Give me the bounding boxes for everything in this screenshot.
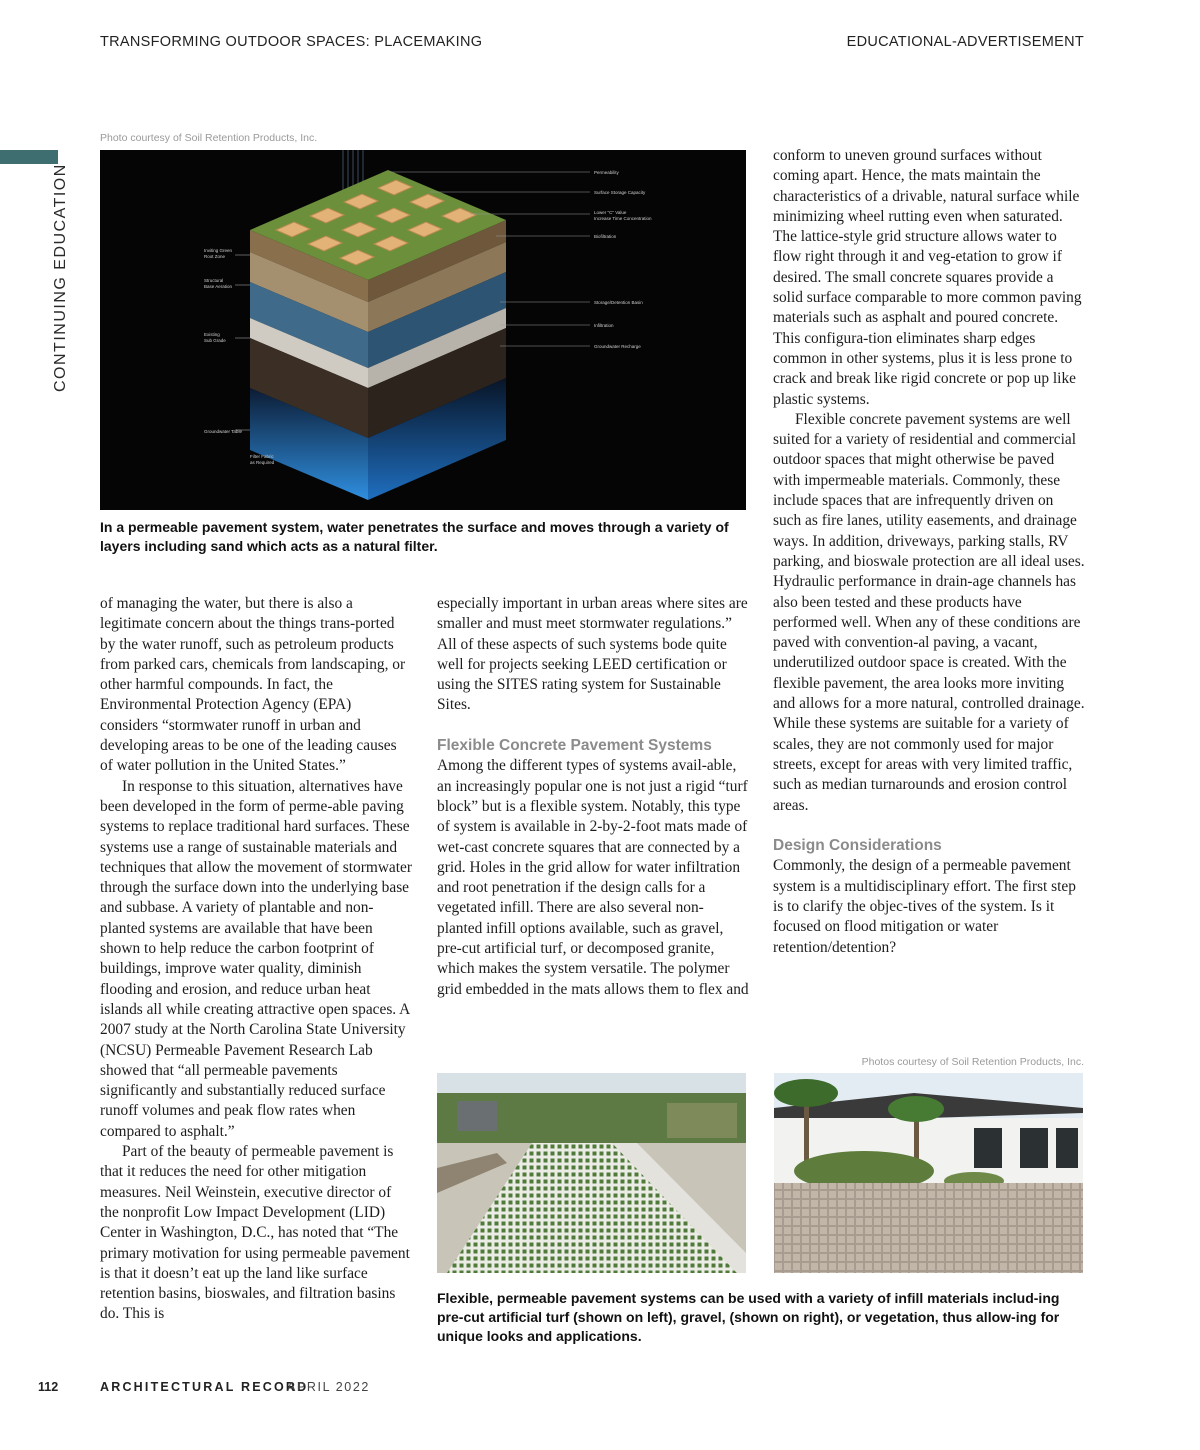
label-existing: Existing	[204, 332, 220, 337]
col2-paragraph-1: especially important in urban areas where sites are smaller and must meet stormwater regulations.” All of these aspects of such systems bode quite well for projects seeking LEED certification or using the SITES rating system for Sustainable Sites.	[437, 595, 748, 714]
gravel-infill-photo	[774, 1073, 1083, 1273]
label-surface-storage: Surface Storage Capacity	[594, 190, 646, 195]
turf-infill-photo	[437, 1073, 746, 1273]
figure1-caption: In a permeable pavement system, water penetrates the surface and moves through a variety of layers including sand which acts as a natural filter.	[100, 519, 729, 554]
issue-date: APRIL 2022	[287, 1380, 370, 1394]
col2-paragraph-2: Among the different types of systems avail-able, an increasingly popular one is not just a rigid “turf block” but is a flexible system. Notably, this type of system is available in 2-by-2-foot mats made of wet-cast concrete squares that are connected by a grid. Holes in the grid allow for water infiltration and root penetration if the design calls for a vegetated infill. There are also several non-planted infill options available, such as gravel, pre-cut artificial turf, or decomposed granite, which makes the system versatile. The polymer grid embedded in the mats allows them to flex and	[437, 757, 749, 998]
column-2	[437, 594, 749, 1000]
label-root-zone: Root Zone	[204, 254, 226, 259]
label-base-aeration: Base Aeration	[204, 284, 233, 289]
label-permeability: Permeability	[594, 170, 619, 175]
sidebar-accent-bar	[0, 150, 58, 164]
label-storage-detention: Storage/Detention Basin	[594, 300, 643, 305]
label-filter-fabric: Filter Fabric	[250, 454, 274, 459]
sidebar-section-label: CONTINUING EDUCATION	[52, 163, 69, 392]
label-infiltration: Infiltration	[594, 323, 614, 328]
col1-paragraph-3: Part of the beauty of permeable pavement is that it reduces the need for other mitigation measures. Neil Weinstein, executive director of the nonprofit Low Impact Development (LID) Center in Washington, D.C., has noted that “The primary motivation for using permeable pavement is that it doesn’t eat up the land like surface retention basins, bioswales, and filtration basins do. This is	[100, 1143, 410, 1323]
col2-spacer	[437, 716, 749, 736]
col2-subheading: Flexible Concrete Pavement Systems	[437, 737, 712, 755]
col3-paragraph-3: Commonly, the design of a permeable pavement system is a multidisciplinary effort. The first step is to clarify the objec-tives of the system. Is it focused on flood mitigation or water retention/detention?	[773, 857, 1076, 956]
label-lower-c-value: Lower "C" Value	[594, 210, 627, 215]
col3-subheading: Design Considerations	[773, 837, 942, 855]
figure1-credit: Photo courtesy of Soil Retention Products, Inc.	[100, 132, 318, 144]
figure2-caption: Flexible, permeable pavement systems can be used with a variety of infill materials includ-ing pre-cut artificial turf (shown on left), gravel, (shown on right), or vegetation, thus allow-ing for unique looks and applications.	[437, 1290, 1060, 1344]
label-as-required: as Required	[250, 460, 275, 465]
column-1	[100, 594, 412, 1325]
column-3	[773, 146, 1085, 958]
label-biofiltration: Biofiltration	[594, 234, 617, 239]
label-inviting-green: Inviting Green	[204, 248, 233, 253]
label-sub-grade: Sub Grade	[204, 338, 226, 343]
label-increase-time: Increase Time Concentration	[594, 216, 652, 221]
label-structural: Structural	[204, 278, 224, 283]
label-groundwater-recharge: Groundwater Recharge	[594, 344, 641, 349]
pavement-layers-diagram	[100, 150, 746, 510]
figure2-credit: Photos courtesy of Soil Retention Products, Inc.	[861, 1056, 1084, 1068]
magazine-name: ARCHITECTURAL RECORD	[100, 1380, 309, 1394]
col3-spacer	[773, 816, 1085, 836]
label-groundwater-table: Groundwater Table	[204, 429, 242, 434]
col1-paragraph-2: In response to this situation, alternatives have been developed in the form of perme-able paving systems to replace traditional hard surfaces. These systems use a range of sustainable materials and techniques that allow the movement of stormwater through the surface down into the underlying base and subbase. A variety of plantable and non-planted systems are available that have been shown to help reduce the carbon footprint of buildings, improve water quality, diminish flooding and erosion, and reduce urban heat islands all while creating attractive open spaces. A 2007 study at the North Carolina State University (NCSU) Permeable Pavement Research Lab showed that “all permeable pavements significantly and substantially reduced surface runoff volumes and peak flow rates when compared to asphalt.”	[100, 777, 412, 1140]
col3-paragraph-2: Flexible concrete pavement systems are well suited for a variety of residential and commercial outdoor spaces that might otherwise be paved with impermeable materials. Commonly, these include spaces that are infrequently driven on such as fire lanes, utility easements, and drainage ways. In addition, driveways, parking stalls, RV parking, and bioswale protection are all ideal uses. Hydraulic performance in drain-age channels has also been tested and these products have performed well. When any of these conditions are paved with convention-al paving, a vacant, underutilized outdoor space is created. With the flexible pavement, the area looks more inviting and allows for a more natural, controlled drainage. While these systems are suitable for a variety of scales, they are not commonly used for major streets, except for areas with very limited traffic, such as median turnarounds and erosion control areas.	[773, 410, 1085, 814]
turf-infill-illustration	[437, 1073, 746, 1273]
running-header-right: EDUCATIONAL-ADVERTISEMENT	[846, 34, 1084, 50]
col1-paragraph-1: of managing the water, but there is also a legitimate concern about the things trans-ported by the water runoff, such as petroleum products from parked cars, chemicals from landscaping, or other harmful compounds. In fact, the Environmental Protection Agency (EPA) considers “stormwater runoff in urban and developing areas to be one of the leading causes of water pollution in the United States.”	[100, 595, 406, 775]
running-header-left: TRANSFORMING OUTDOOR SPACES: PLACEMAKING	[100, 34, 483, 50]
gravel-infill-illustration	[774, 1073, 1083, 1273]
col3-paragraph-1: conform to uneven ground surfaces without coming apart. Hence, the mats maintain the characteristics of a drivable, natural surface while minimizing wheel rutting even when saturated. The lattice-style grid structure allows water to flow right through it and veg-etation to grow if desired. The small concrete squares provide a solid surface comparable to more common paving materials such as asphalt and poured concrete. This configura-tion eliminates sharp edges common in other systems, plus it is less prone to crack and break like rigid concrete or pop up like plastic systems.	[773, 147, 1082, 408]
page-number: 112	[38, 1380, 59, 1394]
pavement-layers-illustration	[100, 150, 746, 510]
